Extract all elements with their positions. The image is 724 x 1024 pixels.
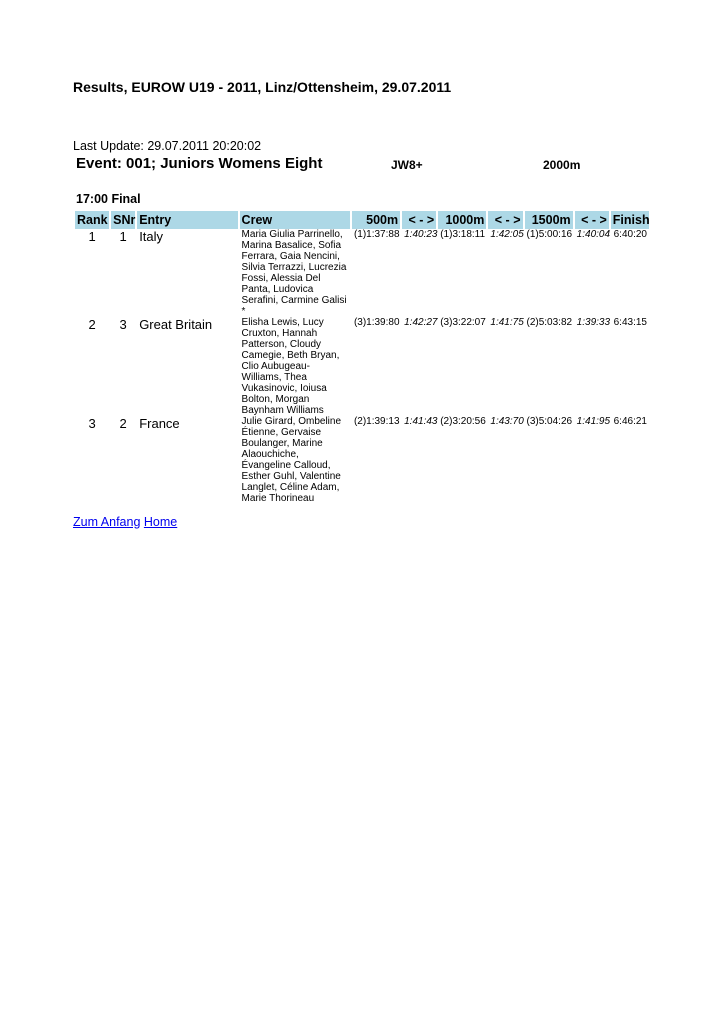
finish-time-cell: 6:46:21 <box>613 416 647 427</box>
time-1500m-cell: (1)5:00:16 <box>526 229 573 240</box>
footer-links <box>73 515 177 529</box>
time-500m-cell: (2)1:39:13 <box>353 416 400 427</box>
event-header <box>76 155 676 175</box>
split-3-cell: 1:41:95 <box>576 416 611 427</box>
snr-cell: 1 <box>119 229 127 244</box>
column-header-split-1: < - > <box>402 211 436 229</box>
table-header-row <box>75 211 649 229</box>
event-title: Event: 001; Juniors Womens Eight <box>76 155 323 172</box>
column-header-rank: Rank <box>77 213 108 227</box>
page-title: Results, EUROW U19 - 2011, Linz/Ottensheim, 29.07.2011 <box>73 79 452 95</box>
last-update: Last Update: 29.07.2011 20:20:02 <box>73 139 262 153</box>
split-1-cell: 1:41:43 <box>404 416 438 427</box>
time-1000m-cell: (1)3:18:11 <box>440 229 486 240</box>
time-1500m-cell: (3)5:04:26 <box>526 416 573 427</box>
race-distance: 2000m <box>543 158 581 172</box>
column-header-crew: Crew <box>240 211 350 229</box>
split-3-cell: 1:40:04 <box>576 229 611 240</box>
rank-cell: 1 <box>88 229 96 244</box>
column-header-1500m: 1500m <box>525 211 573 229</box>
finish-time-cell: 6:40:20 <box>613 229 647 240</box>
home-link[interactable]: Home <box>143 515 178 529</box>
rank-cell: 2 <box>88 317 96 332</box>
time-1000m-cell: (3)3:22:07 <box>440 317 486 328</box>
crew-cell: Maria Giulia Parrinello, Marina Basalice, Sofia Ferrara, Gaia Nencini, Silvia Terrazzi, Lucrezia Fossi, Alessia Del Panta, Ludovica Serafini, Carmine Galisi * <box>241 229 347 317</box>
time-1000m-cell: (2)3:20:56 <box>440 416 486 427</box>
snr-cell: 2 <box>119 416 127 431</box>
split-3-cell: 1:39:33 <box>576 317 611 328</box>
column-header-1000m: 1000m <box>438 211 486 229</box>
split-2-cell: 1:42:05 <box>490 229 524 240</box>
back-to-top-link[interactable]: Zum Anfang <box>73 515 141 529</box>
split-2-cell: 1:41:75 <box>490 317 524 328</box>
boat-class: JW8+ <box>391 158 423 172</box>
column-header-finish: Finish <box>612 213 650 227</box>
column-header-split-3: < - > <box>575 211 609 229</box>
crew-cell: Elisha Lewis, Lucy Cruxton, Hannah Patterson, Cloudy Camegie, Beth Bryan, Clio Aubugeau-Williams, Thea Vukasinovic, Ioiusa Bolton, Morgan Baynham Williams <box>241 317 340 416</box>
table-row <box>75 229 649 317</box>
column-header-entry: Entry <box>137 211 237 229</box>
split-1-cell: 1:40:23 <box>404 229 438 240</box>
split-2-cell: 1:43:70 <box>490 416 524 427</box>
entry-cell: France <box>139 416 180 431</box>
column-header-500m: 500m <box>352 211 400 229</box>
results-table <box>73 211 651 504</box>
table-row <box>75 317 649 416</box>
snr-cell: 3 <box>119 317 127 332</box>
crew-cell: Julie Girard, Ombeline Étienne, Gervaise Boulanger, Marine Alaouchiche, Évangeline Calloud, Esther Guhl, Valentine Langlet, Céline Adam, Marie Thorineau <box>241 416 342 504</box>
finish-time-cell: 6:43:15 <box>613 317 647 328</box>
split-1-cell: 1:42:27 <box>404 317 438 328</box>
column-header-snr: SNr <box>113 213 136 227</box>
rank-cell: 3 <box>88 416 96 431</box>
time-500m-cell: (3)1:39:80 <box>353 317 400 328</box>
table-row <box>75 416 649 504</box>
column-header-split-2: < - > <box>488 211 522 229</box>
time-500m-cell: (1)1:37:88 <box>353 229 400 240</box>
entry-cell: Italy <box>139 229 164 244</box>
entry-cell: Great Britain <box>139 317 213 332</box>
race-heading: 17:00 Final <box>76 192 141 206</box>
time-1500m-cell: (2)5:03:82 <box>526 317 573 328</box>
